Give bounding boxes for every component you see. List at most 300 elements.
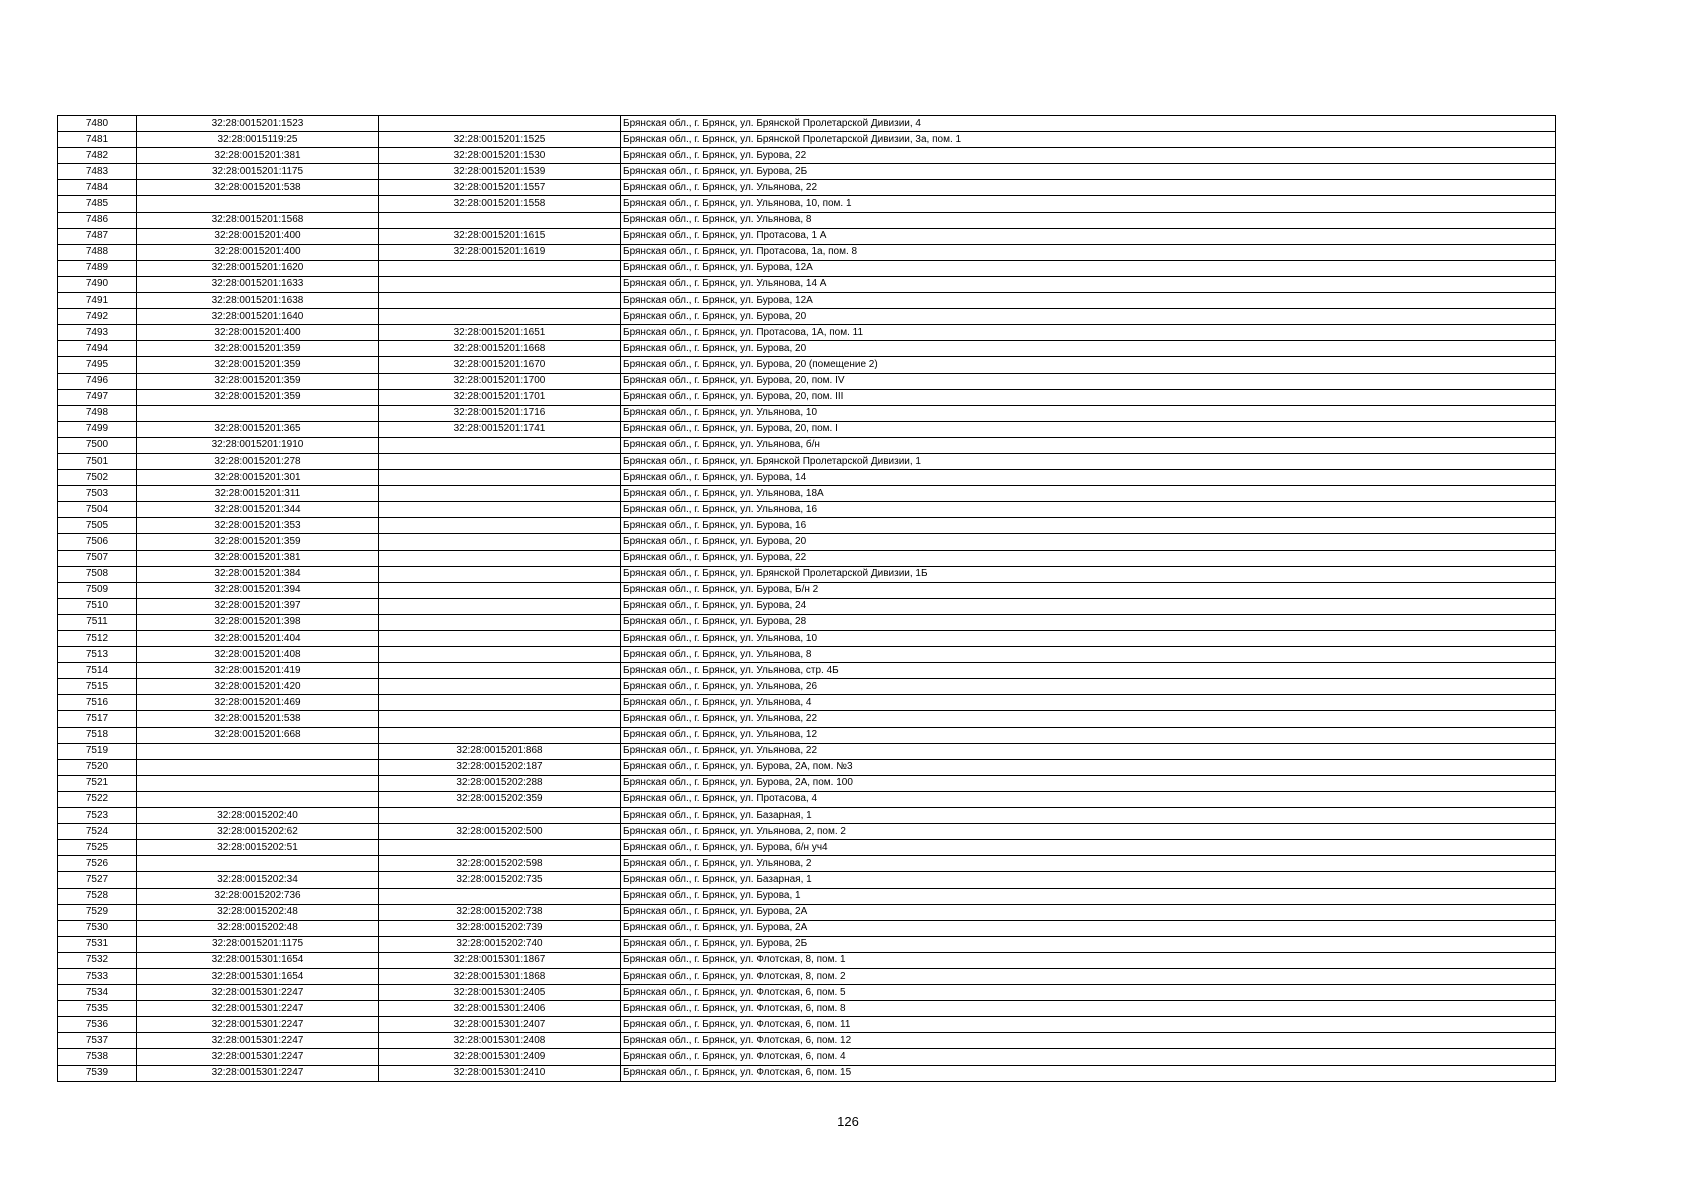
address-cell: Брянская обл., г. Брянск, ул. Бурова, 12А	[621, 260, 1556, 276]
cadastral-number-cell: 32:28:0015201:408	[137, 647, 379, 663]
cadastral-number-cell: 32:28:0015201:1638	[137, 293, 379, 309]
table-row	[58, 341, 1556, 357]
row-number-cell: 7528	[58, 888, 137, 904]
object-number-cell: 32:28:0015202:740	[379, 936, 621, 952]
table-row	[58, 566, 1556, 582]
table-row	[58, 808, 1556, 824]
address-cell: Брянская обл., г. Брянск, ул. Ульянова, 14 А	[621, 276, 1556, 292]
row-number-cell: 7497	[58, 389, 137, 405]
object-number-cell	[379, 260, 621, 276]
address-cell: Брянская обл., г. Брянск, ул. Брянской Пролетарской Дивизии, 4	[621, 116, 1556, 132]
table-row	[58, 1001, 1556, 1017]
row-number-cell: 7502	[58, 470, 137, 486]
object-number-cell: 32:28:0015202:359	[379, 791, 621, 807]
page-number: 126	[837, 1114, 859, 1129]
cadastral-number-cell: 32:28:0015201:1568	[137, 212, 379, 228]
cadastral-number-cell: 32:28:0015201:1910	[137, 437, 379, 453]
row-number-cell: 7506	[58, 534, 137, 550]
object-number-cell	[379, 566, 621, 582]
address-cell: Брянская обл., г. Брянск, ул. Бурова, 1	[621, 888, 1556, 904]
object-number-cell: 32:28:0015201:1525	[379, 132, 621, 148]
row-number-cell: 7508	[58, 566, 137, 582]
cadastral-number-cell: 32:28:0015201:381	[137, 148, 379, 164]
object-number-cell: 32:28:0015301:1867	[379, 952, 621, 968]
object-number-cell: 32:28:0015301:2405	[379, 985, 621, 1001]
row-number-cell: 7505	[58, 518, 137, 534]
address-cell: Брянская обл., г. Брянск, ул. Брянской Пролетарской Дивизии, 3а, пом. 1	[621, 132, 1556, 148]
row-number-cell: 7526	[58, 856, 137, 872]
address-cell: Брянская обл., г. Брянск, ул. Базарная, 1	[621, 872, 1556, 888]
table-row	[58, 1017, 1556, 1033]
address-cell: Брянская обл., г. Брянск, ул. Бурова, 20	[621, 309, 1556, 325]
address-cell: Брянская обл., г. Брянск, ул. Бурова, 12А	[621, 293, 1556, 309]
table-row	[58, 116, 1556, 132]
object-number-cell	[379, 647, 621, 663]
table-row	[58, 373, 1556, 389]
row-number-cell: 7517	[58, 711, 137, 727]
cadastral-number-cell: 32:28:0015202:48	[137, 920, 379, 936]
object-number-cell: 32:28:0015201:1670	[379, 357, 621, 373]
row-number-cell: 7507	[58, 550, 137, 566]
object-number-cell	[379, 582, 621, 598]
row-number-cell: 7515	[58, 679, 137, 695]
object-number-cell: 32:28:0015301:2410	[379, 1065, 621, 1081]
object-number-cell: 32:28:0015301:1868	[379, 968, 621, 984]
object-number-cell	[379, 212, 621, 228]
row-number-cell: 7503	[58, 486, 137, 502]
address-cell: Брянская обл., г. Брянск, ул. Бурова, 20, пом. I	[621, 421, 1556, 437]
table-row	[58, 582, 1556, 598]
row-number-cell: 7535	[58, 1001, 137, 1017]
row-number-cell: 7532	[58, 952, 137, 968]
object-number-cell: 32:28:0015201:1668	[379, 341, 621, 357]
cadastral-number-cell: 32:28:0015201:668	[137, 727, 379, 743]
table-row	[58, 775, 1556, 791]
table-row	[58, 727, 1556, 743]
address-cell: Брянская обл., г. Брянск, ул. Бурова, 2Б	[621, 164, 1556, 180]
table-row	[58, 695, 1556, 711]
address-cell: Брянская обл., г. Брянск, ул. Флотская, 6, пом. 4	[621, 1049, 1556, 1065]
object-number-cell	[379, 598, 621, 614]
table-row	[58, 663, 1556, 679]
address-cell: Брянская обл., г. Брянск, ул. Ульянова, 22	[621, 711, 1556, 727]
cadastral-number-cell: 32:28:0015202:34	[137, 872, 379, 888]
table-row	[58, 534, 1556, 550]
object-number-cell	[379, 727, 621, 743]
row-number-cell: 7484	[58, 180, 137, 196]
table-row	[58, 840, 1556, 856]
object-number-cell	[379, 631, 621, 647]
table-row	[58, 405, 1556, 421]
cadastral-number-cell: 32:28:0015301:2247	[137, 1065, 379, 1081]
address-cell: Брянская обл., г. Брянск, ул. Протасова, 4	[621, 791, 1556, 807]
address-cell: Брянская обл., г. Брянск, ул. Бурова, 2А	[621, 904, 1556, 920]
object-number-cell: 32:28:0015301:2407	[379, 1017, 621, 1033]
object-number-cell	[379, 663, 621, 679]
table-row	[58, 711, 1556, 727]
table-row	[58, 357, 1556, 373]
row-number-cell: 7487	[58, 228, 137, 244]
table-row	[58, 453, 1556, 469]
table-row	[58, 470, 1556, 486]
cadastral-number-cell: 32:28:0015201:400	[137, 244, 379, 260]
row-number-cell: 7510	[58, 598, 137, 614]
address-cell: Брянская обл., г. Брянск, ул. Бурова, 20, пом. III	[621, 389, 1556, 405]
row-number-cell: 7488	[58, 244, 137, 260]
table-row	[58, 389, 1556, 405]
row-number-cell: 7491	[58, 293, 137, 309]
address-cell: Брянская обл., г. Брянск, ул. Флотская, 8, пом. 1	[621, 952, 1556, 968]
address-cell: Брянская обл., г. Брянск, ул. Бурова, 16	[621, 518, 1556, 534]
table-row	[58, 502, 1556, 518]
row-number-cell: 7538	[58, 1049, 137, 1065]
cadastral-number-cell: 32:28:0015301:2247	[137, 1017, 379, 1033]
object-number-cell: 32:28:0015301:2406	[379, 1001, 621, 1017]
object-number-cell: 32:28:0015201:1716	[379, 405, 621, 421]
table-row	[58, 309, 1556, 325]
object-number-cell: 32:28:0015201:1539	[379, 164, 621, 180]
address-cell: Брянская обл., г. Брянск, ул. Протасова, 1А, пом. 11	[621, 325, 1556, 341]
cadastral-number-cell	[137, 743, 379, 759]
address-cell: Брянская обл., г. Брянск, ул. Протасова, 1 А	[621, 228, 1556, 244]
table-row	[58, 872, 1556, 888]
cadastral-number-cell: 32:28:0015301:2247	[137, 985, 379, 1001]
row-number-cell: 7537	[58, 1033, 137, 1049]
address-cell: Брянская обл., г. Брянск, ул. Бурова, 28	[621, 614, 1556, 630]
table-row	[58, 421, 1556, 437]
cadastral-number-cell: 32:28:0015201:1633	[137, 276, 379, 292]
address-cell: Брянская обл., г. Брянск, ул. Брянской Пролетарской Дивизии, 1Б	[621, 566, 1556, 582]
address-cell: Брянская обл., г. Брянск, ул. Ульянова, стр. 4Б	[621, 663, 1556, 679]
cadastral-number-cell	[137, 759, 379, 775]
table-row	[58, 888, 1556, 904]
cadastral-number-cell: 32:28:0015201:278	[137, 453, 379, 469]
address-cell: Брянская обл., г. Брянск, ул. Ульянова, 10	[621, 631, 1556, 647]
cadastral-number-cell: 32:28:0015201:344	[137, 502, 379, 518]
row-number-cell: 7512	[58, 631, 137, 647]
row-number-cell: 7514	[58, 663, 137, 679]
object-number-cell	[379, 518, 621, 534]
address-cell: Брянская обл., г. Брянск, ул. Ульянова, 2, пом. 2	[621, 824, 1556, 840]
address-cell: Брянская обл., г. Брянск, ул. Ульянова, 8	[621, 647, 1556, 663]
cadastral-number-cell: 32:28:0015201:359	[137, 373, 379, 389]
address-cell: Брянская обл., г. Брянск, ул. Флотская, 6, пом. 11	[621, 1017, 1556, 1033]
cadastral-number-cell: 32:28:0015201:1175	[137, 164, 379, 180]
cadastral-number-cell: 32:28:0015201:1523	[137, 116, 379, 132]
table-row	[58, 132, 1556, 148]
table-row	[58, 743, 1556, 759]
address-cell: Брянская обл., г. Брянск, ул. Бурова, 20, пом. IV	[621, 373, 1556, 389]
row-number-cell: 7525	[58, 840, 137, 856]
object-number-cell	[379, 614, 621, 630]
object-number-cell: 32:28:0015201:1651	[379, 325, 621, 341]
address-cell: Брянская обл., г. Брянск, ул. Флотская, 6, пом. 8	[621, 1001, 1556, 1017]
row-number-cell: 7486	[58, 212, 137, 228]
address-cell: Брянская обл., г. Брянск, ул. Флотская, 6, пом. 12	[621, 1033, 1556, 1049]
object-number-cell	[379, 276, 621, 292]
address-cell: Брянская обл., г. Брянск, ул. Ульянова, 10, пом. 1	[621, 196, 1556, 212]
address-cell: Брянская обл., г. Брянск, ул. Бурова, 22	[621, 550, 1556, 566]
table-row	[58, 486, 1556, 502]
cadastral-number-cell: 32:28:0015201:1620	[137, 260, 379, 276]
row-number-cell: 7492	[58, 309, 137, 325]
row-number-cell: 7504	[58, 502, 137, 518]
object-number-cell: 32:28:0015202:288	[379, 775, 621, 791]
address-cell: Брянская обл., г. Брянск, ул. Ульянова, 12	[621, 727, 1556, 743]
table-row	[58, 824, 1556, 840]
table-row	[58, 196, 1556, 212]
row-number-cell: 7501	[58, 453, 137, 469]
cadastral-number-cell: 32:28:0015201:1640	[137, 309, 379, 325]
object-number-cell	[379, 309, 621, 325]
row-number-cell: 7500	[58, 437, 137, 453]
table-row	[58, 437, 1556, 453]
row-number-cell: 7516	[58, 695, 137, 711]
cadastral-number-cell: 32:28:0015201:420	[137, 679, 379, 695]
address-cell: Брянская обл., г. Брянск, ул. Ульянова, б/н	[621, 437, 1556, 453]
cadastral-number-cell: 32:28:0015301:2247	[137, 1001, 379, 1017]
cadastral-number-cell	[137, 775, 379, 791]
cadastral-number-cell: 32:28:0015201:359	[137, 357, 379, 373]
cadastral-number-cell: 32:28:0015301:2247	[137, 1033, 379, 1049]
cadastral-number-cell: 32:28:0015201:359	[137, 341, 379, 357]
table-row	[58, 920, 1556, 936]
address-cell: Брянская обл., г. Брянск, ул. Флотская, 8, пом. 2	[621, 968, 1556, 984]
cadastral-number-cell: 32:28:0015301:2247	[137, 1049, 379, 1065]
cadastral-number-cell: 32:28:0015201:400	[137, 325, 379, 341]
row-number-cell: 7521	[58, 775, 137, 791]
object-number-cell: 32:28:0015202:735	[379, 872, 621, 888]
object-number-cell	[379, 534, 621, 550]
object-number-cell	[379, 808, 621, 824]
table-row	[58, 550, 1556, 566]
address-cell: Брянская обл., г. Брянск, ул. Ульянова, 26	[621, 679, 1556, 695]
row-number-cell: 7498	[58, 405, 137, 421]
table-row	[58, 212, 1556, 228]
object-number-cell	[379, 550, 621, 566]
row-number-cell: 7511	[58, 614, 137, 630]
address-cell: Брянская обл., г. Брянск, ул. Флотская, 6, пом. 15	[621, 1065, 1556, 1081]
row-number-cell: 7522	[58, 791, 137, 807]
table-row	[58, 1065, 1556, 1081]
object-number-cell	[379, 711, 621, 727]
table-body	[58, 116, 1556, 1082]
object-number-cell	[379, 679, 621, 695]
row-number-cell: 7485	[58, 196, 137, 212]
cadastral-number-cell	[137, 856, 379, 872]
row-number-cell: 7519	[58, 743, 137, 759]
address-cell: Брянская обл., г. Брянск, ул. Ульянова, 4	[621, 695, 1556, 711]
cadastral-number-cell: 32:28:0015201:398	[137, 614, 379, 630]
cadastral-number-cell: 32:28:0015201:359	[137, 534, 379, 550]
object-number-cell: 32:28:0015201:1558	[379, 196, 621, 212]
table-row	[58, 148, 1556, 164]
table-row	[58, 1049, 1556, 1065]
object-number-cell: 32:28:0015202:738	[379, 904, 621, 920]
table-row	[58, 856, 1556, 872]
object-number-cell	[379, 502, 621, 518]
cadastral-number-cell: 32:28:0015301:1654	[137, 968, 379, 984]
cadastral-number-cell: 32:28:0015201:397	[137, 598, 379, 614]
cadastral-number-cell: 32:28:0015201:353	[137, 518, 379, 534]
object-number-cell	[379, 486, 621, 502]
cadastral-number-cell: 32:28:0015201:538	[137, 180, 379, 196]
object-number-cell	[379, 453, 621, 469]
cadastral-number-cell	[137, 196, 379, 212]
object-number-cell: 32:28:0015201:1619	[379, 244, 621, 260]
object-number-cell	[379, 840, 621, 856]
row-number-cell: 7518	[58, 727, 137, 743]
row-number-cell: 7524	[58, 824, 137, 840]
address-cell: Брянская обл., г. Брянск, ул. Ульянова, 22	[621, 743, 1556, 759]
object-number-cell: 32:28:0015202:187	[379, 759, 621, 775]
row-number-cell: 7530	[58, 920, 137, 936]
cadastral-number-cell: 32:28:0015201:400	[137, 228, 379, 244]
cadastral-number-cell: 32:28:0015201:1175	[137, 936, 379, 952]
table-row	[58, 985, 1556, 1001]
cadastral-number-cell: 32:28:0015201:469	[137, 695, 379, 711]
table-row	[58, 904, 1556, 920]
row-number-cell: 7496	[58, 373, 137, 389]
cadastral-number-cell: 32:28:0015201:311	[137, 486, 379, 502]
table-row	[58, 679, 1556, 695]
row-number-cell: 7531	[58, 936, 137, 952]
object-number-cell: 32:28:0015201:1700	[379, 373, 621, 389]
cadastral-number-cell: 32:28:0015201:384	[137, 566, 379, 582]
row-number-cell: 7536	[58, 1017, 137, 1033]
cadastral-number-cell: 32:28:0015201:404	[137, 631, 379, 647]
address-cell: Брянская обл., г. Брянск, ул. Бурова, Б/н 2	[621, 582, 1556, 598]
row-number-cell: 7489	[58, 260, 137, 276]
address-cell: Брянская обл., г. Брянск, ул. Ульянова, 8	[621, 212, 1556, 228]
object-number-cell: 32:28:0015202:500	[379, 824, 621, 840]
object-number-cell: 32:28:0015301:2408	[379, 1033, 621, 1049]
table-row	[58, 791, 1556, 807]
row-number-cell: 7482	[58, 148, 137, 164]
table-row	[58, 244, 1556, 260]
row-number-cell: 7490	[58, 276, 137, 292]
object-number-cell: 32:28:0015201:1557	[379, 180, 621, 196]
object-number-cell	[379, 888, 621, 904]
table-row	[58, 260, 1556, 276]
table-row	[58, 614, 1556, 630]
address-cell: Брянская обл., г. Брянск, ул. Бурова, 2А, пом. №3	[621, 759, 1556, 775]
table-row	[58, 968, 1556, 984]
cadastral-number-cell: 32:28:0015301:1654	[137, 952, 379, 968]
address-cell: Брянская обл., г. Брянск, ул. Бурова, 20 (помещение 2)	[621, 357, 1556, 373]
object-number-cell: 32:28:0015201:1530	[379, 148, 621, 164]
cadastral-number-cell: 32:28:0015201:365	[137, 421, 379, 437]
cadastral-number-cell: 32:28:0015202:40	[137, 808, 379, 824]
cadastral-number-cell: 32:28:0015202:48	[137, 904, 379, 920]
object-number-cell: 32:28:0015201:1615	[379, 228, 621, 244]
object-number-cell	[379, 470, 621, 486]
row-number-cell: 7523	[58, 808, 137, 824]
row-number-cell: 7483	[58, 164, 137, 180]
address-cell: Брянская обл., г. Брянск, ул. Бурова, 20	[621, 534, 1556, 550]
cadastral-number-cell: 32:28:0015201:359	[137, 389, 379, 405]
table-row	[58, 952, 1556, 968]
address-cell: Брянская обл., г. Брянск, ул. Бурова, б/н уч4	[621, 840, 1556, 856]
table-row	[58, 293, 1556, 309]
table-row	[58, 631, 1556, 647]
cadastral-number-cell: 32:28:0015201:381	[137, 550, 379, 566]
address-cell: Брянская обл., г. Брянск, ул. Бурова, 2А, пом. 100	[621, 775, 1556, 791]
cadastral-number-cell: 32:28:0015202:62	[137, 824, 379, 840]
address-cell: Брянская обл., г. Брянск, ул. Бурова, 2Б	[621, 936, 1556, 952]
row-number-cell: 7480	[58, 116, 137, 132]
address-cell: Брянская обл., г. Брянск, ул. Бурова, 24	[621, 598, 1556, 614]
row-number-cell: 7499	[58, 421, 137, 437]
row-number-cell: 7529	[58, 904, 137, 920]
row-number-cell: 7513	[58, 647, 137, 663]
address-cell: Брянская обл., г. Брянск, ул. Базарная, 1	[621, 808, 1556, 824]
row-number-cell: 7509	[58, 582, 137, 598]
cadastral-number-cell: 32:28:0015201:301	[137, 470, 379, 486]
table-row	[58, 325, 1556, 341]
row-number-cell: 7520	[58, 759, 137, 775]
object-number-cell: 32:28:0015201:868	[379, 743, 621, 759]
object-number-cell	[379, 116, 621, 132]
address-cell: Брянская обл., г. Брянск, ул. Ульянова, 10	[621, 405, 1556, 421]
cadastral-number-cell: 32:28:0015201:419	[137, 663, 379, 679]
address-cell: Брянская обл., г. Брянск, ул. Ульянова, 22	[621, 180, 1556, 196]
address-cell: Брянская обл., г. Брянск, ул. Ульянова, 16	[621, 502, 1556, 518]
object-number-cell: 32:28:0015202:739	[379, 920, 621, 936]
cadastral-number-cell	[137, 405, 379, 421]
cadastral-number-cell: 32:28:0015201:394	[137, 582, 379, 598]
row-number-cell: 7539	[58, 1065, 137, 1081]
object-number-cell: 32:28:0015201:1741	[379, 421, 621, 437]
address-cell: Брянская обл., г. Брянск, ул. Флотская, 6, пом. 5	[621, 985, 1556, 1001]
address-cell: Брянская обл., г. Брянск, ул. Бурова, 2А	[621, 920, 1556, 936]
row-number-cell: 7494	[58, 341, 137, 357]
table-row	[58, 759, 1556, 775]
row-number-cell: 7493	[58, 325, 137, 341]
table-row	[58, 276, 1556, 292]
object-number-cell	[379, 437, 621, 453]
row-number-cell: 7481	[58, 132, 137, 148]
row-number-cell: 7534	[58, 985, 137, 1001]
address-cell: Брянская обл., г. Брянск, ул. Протасова, 1а, пом. 8	[621, 244, 1556, 260]
cadastral-number-cell: 32:28:0015119:25	[137, 132, 379, 148]
row-number-cell: 7527	[58, 872, 137, 888]
address-cell: Брянская обл., г. Брянск, ул. Ульянова, 2	[621, 856, 1556, 872]
cadastral-number-cell: 32:28:0015201:538	[137, 711, 379, 727]
object-number-cell	[379, 293, 621, 309]
address-cell: Брянская обл., г. Брянск, ул. Ульянова, 18А	[621, 486, 1556, 502]
object-number-cell: 32:28:0015201:1701	[379, 389, 621, 405]
table-row	[58, 228, 1556, 244]
object-number-cell	[379, 695, 621, 711]
row-number-cell: 7495	[58, 357, 137, 373]
table-row	[58, 647, 1556, 663]
cadastral-table	[57, 115, 1556, 1082]
address-cell: Брянская обл., г. Брянск, ул. Бурова, 22	[621, 148, 1556, 164]
table-row	[58, 518, 1556, 534]
cadastral-number-cell: 32:28:0015202:736	[137, 888, 379, 904]
address-cell: Брянская обл., г. Брянск, ул. Бурова, 14	[621, 470, 1556, 486]
address-cell: Брянская обл., г. Брянск, ул. Бурова, 20	[621, 341, 1556, 357]
cadastral-number-cell	[137, 791, 379, 807]
object-number-cell: 32:28:0015202:598	[379, 856, 621, 872]
object-number-cell: 32:28:0015301:2409	[379, 1049, 621, 1065]
table-row	[58, 1033, 1556, 1049]
cadastral-number-cell: 32:28:0015202:51	[137, 840, 379, 856]
table-row	[58, 164, 1556, 180]
table-row	[58, 598, 1556, 614]
table-row	[58, 936, 1556, 952]
